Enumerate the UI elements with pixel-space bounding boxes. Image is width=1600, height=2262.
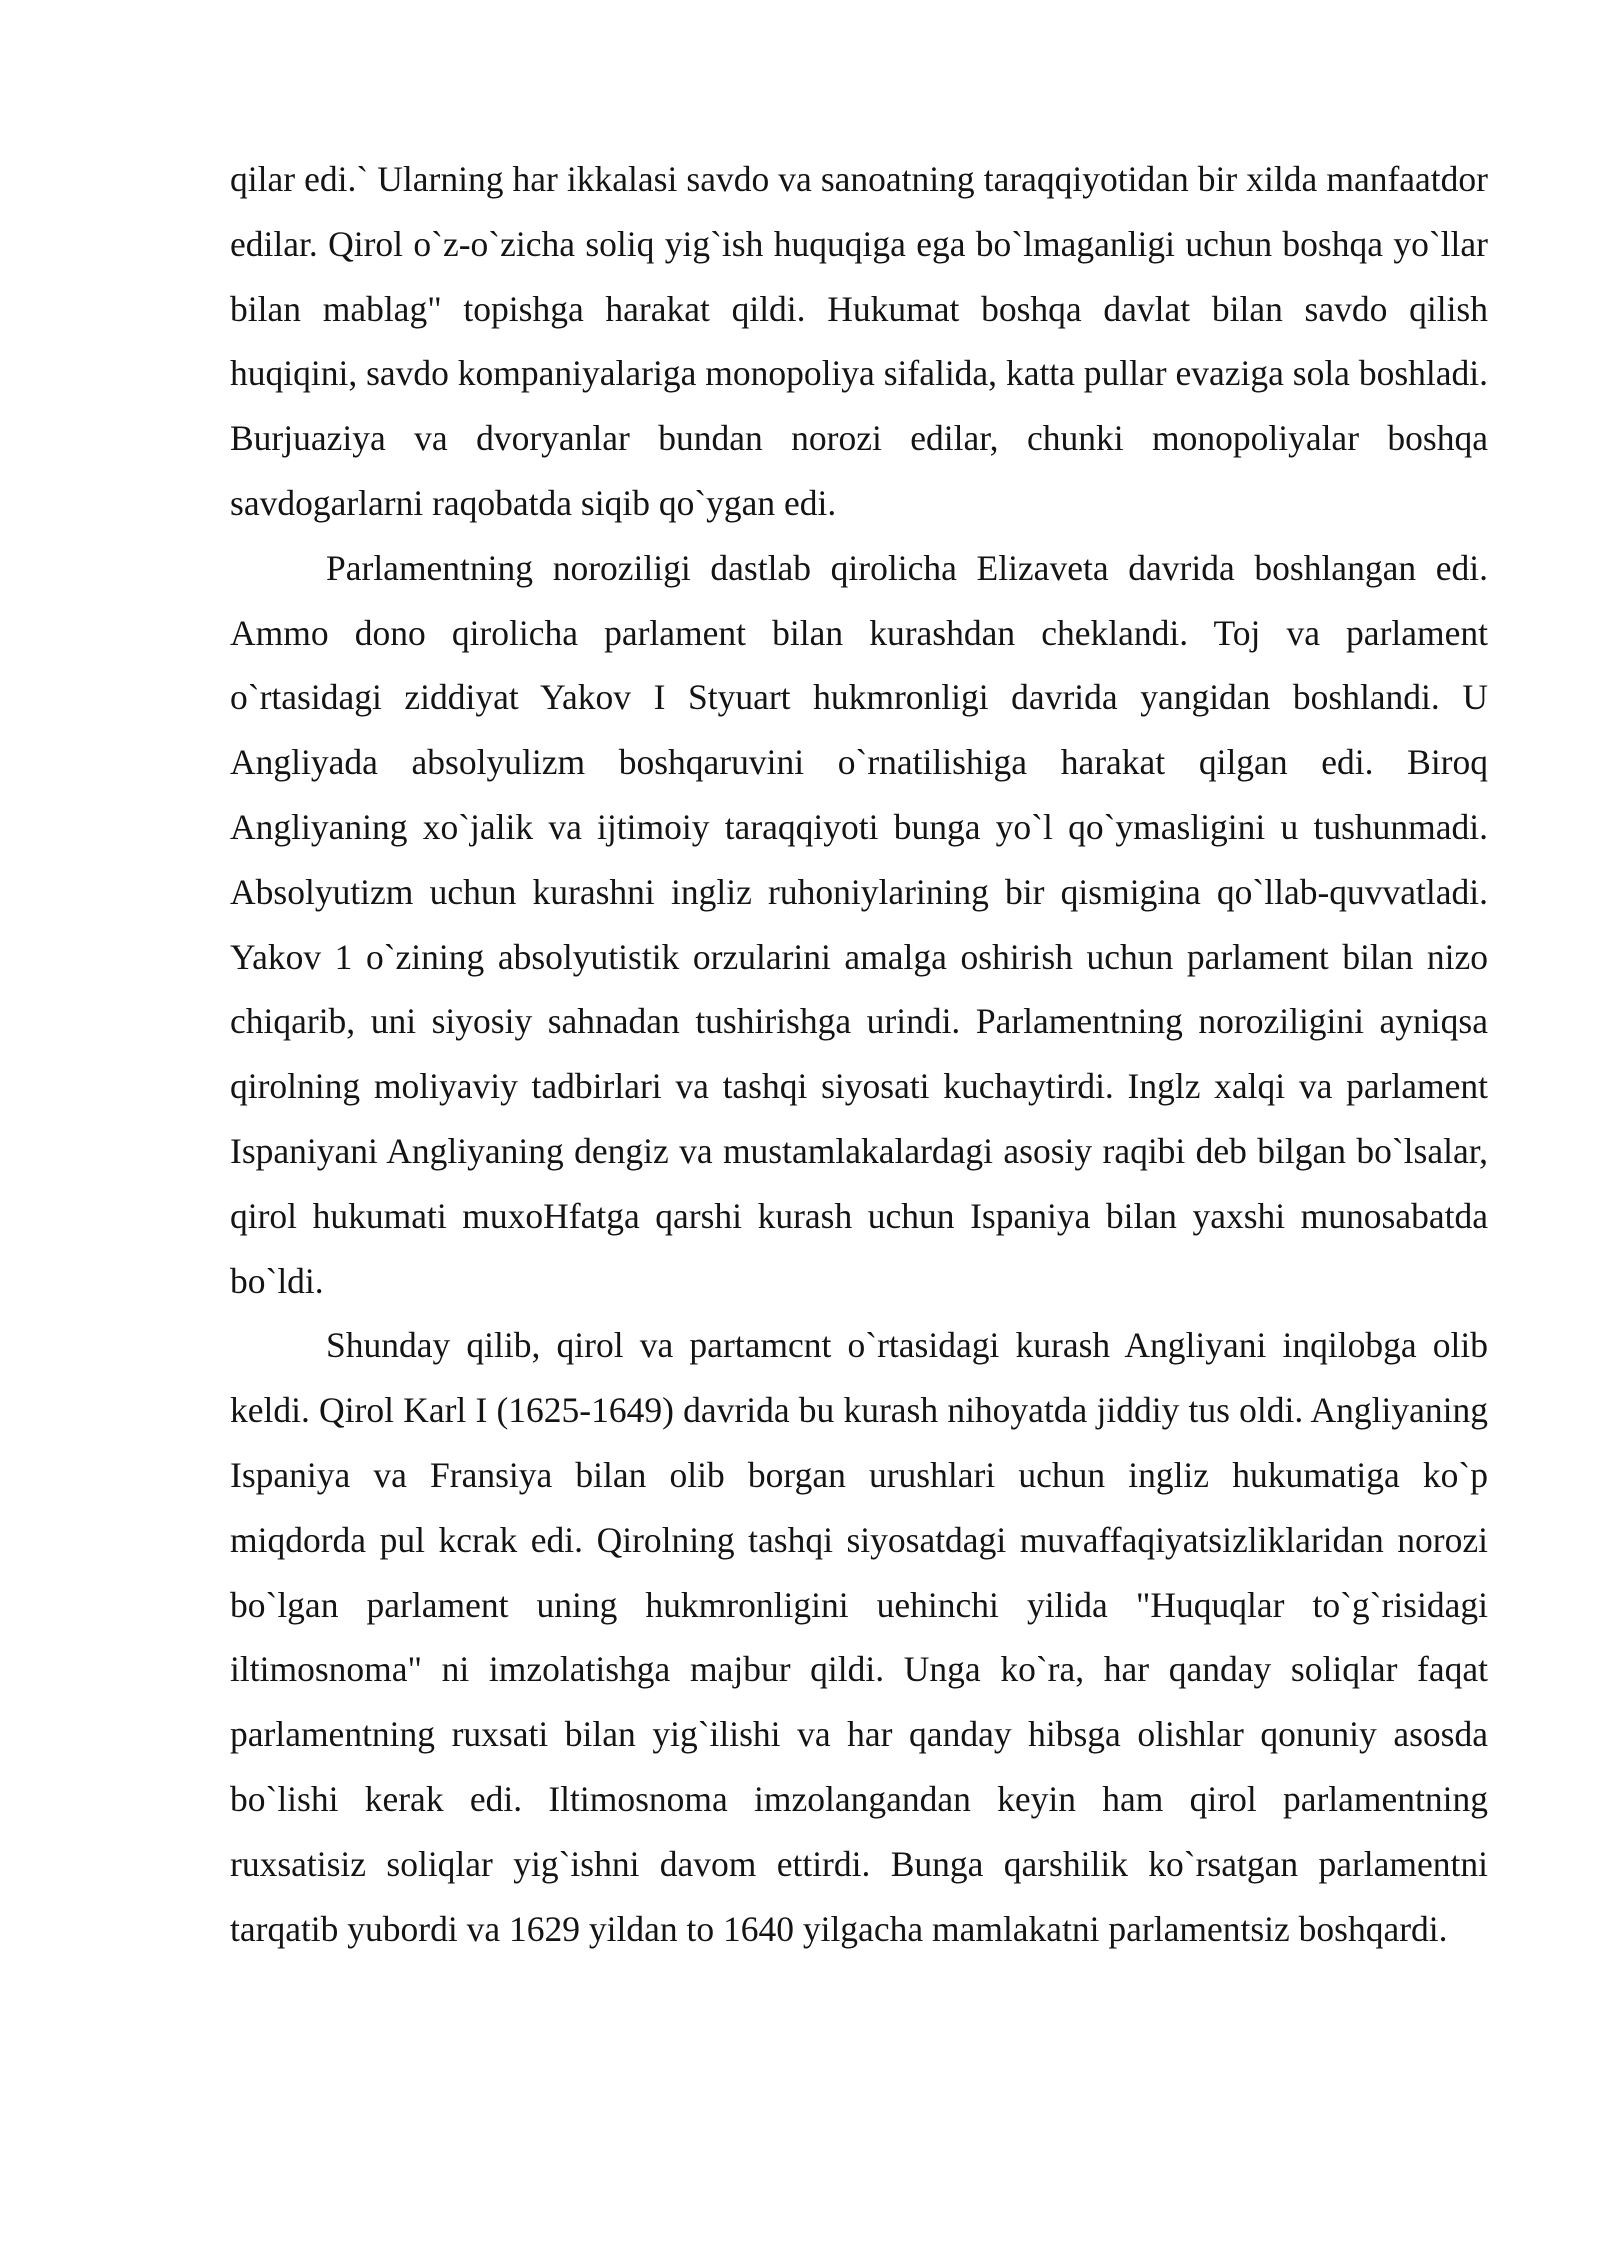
paragraph-road-to-revolution: Shunday qilib, qirol va partamcnt o`rtasidagi kurash Angliyani inqilobga olib keldi. Qirol Karl I (1625-1649) davrida bu kurash nihoyatda jiddiy tus oldi. Angliyaning Ispaniya va Fransiya bilan olib borgan urushlari uchun ingliz hukumatiga ko`p miqdorda pul kcrak edi. Qirolning tashqi siyosatdagi muvaffaqiyatsizliklaridan norozi bo`lgan parlament uning hukmronligini uehinchi yilida "Huquqlar to`g`risidagi iltimosnoma" ni imzolatishga majbur qildi. Unga ko`ra, har qanday soliqlar faqat parlamentning ruxsati bilan yig`ilishi va har qanday hibsga olishlar qonuniy asosda bo`lishi kerak edi. Iltimosnoma imzolangandan keyin ham qirol parlamentning ruxsatisiz soliqlar yig`ishni davom ettirdi. Bunga qarshilik ko`rsatgan parlamentni tarqatib yubordi va 1629 yildan to 1640 yilgacha mamlakatni parlamentsiz boshqardi. — [230, 1325, 1488, 1949]
paragraph-continuation: qilar edi.` Ularning har ikkalasi savdo va sanoatning taraqqiyotidan bir xilda manfaatdor edilar. Qirol o`z-o`zicha soliq yig`ish huquqiga ega bo`lmaganligi uchun boshqa yo`llar bilan mablag" topishga harakat qildi. Hukumat boshqa davlat bilan savdo qilish huqiqini, savdo kompaniyalariga monopoliya sifalida, katta pullar evaziga sola boshladi. Burjuaziya va dvoryanlar bundan norozi edilar, chunki monopoliyalar boshqa savdogarlarni raqobatda siqib qo`ygan edi. — [230, 159, 1488, 523]
document-page — [230, 147, 1488, 1961]
paragraph-parliament-opposition: Parlamentning noroziligi dastlab qirolicha Elizaveta davrida boshlangan edi. Ammo dono qirolicha parlament bilan kurashdan cheklandi. Toj va parlament o`rtasidagi ziddiyat Yakov I Styuart hukmronligi davrida yangidan boshlandi. U Angliyada absolyulizm boshqaruvini o`rnatilishiga harakat qilgan edi. Biroq Angliyaning xo`jalik va ijtimoiy taraqqiyoti bunga yo`l qo`ymasligini u tushunmadi. Absolyutizm uchun kurashni ingliz ruhoniylarining bir qismigina qo`llab-quvvatladi. Yakov 1 o`zining absolyutistik orzularini amalga oshirish uchun parlament bilan nizo chiqarib, uni siyosiy sahnadan tushirishga urindi. Parlamentning noroziligini ayniqsa qirolning moliyaviy tadbirlari va tashqi siyosati kuchaytirdi. Inglz xalqi va parlament Ispaniyani Angliyaning dengiz va mustamlakalardagi asosiy raqibi deb bilgan bo`lsalar, qirol hukumati muxoHfatga qarshi kurash uchun Ispaniya bilan yaxshi munosabatda bo`ldi. — [230, 547, 1488, 1301]
